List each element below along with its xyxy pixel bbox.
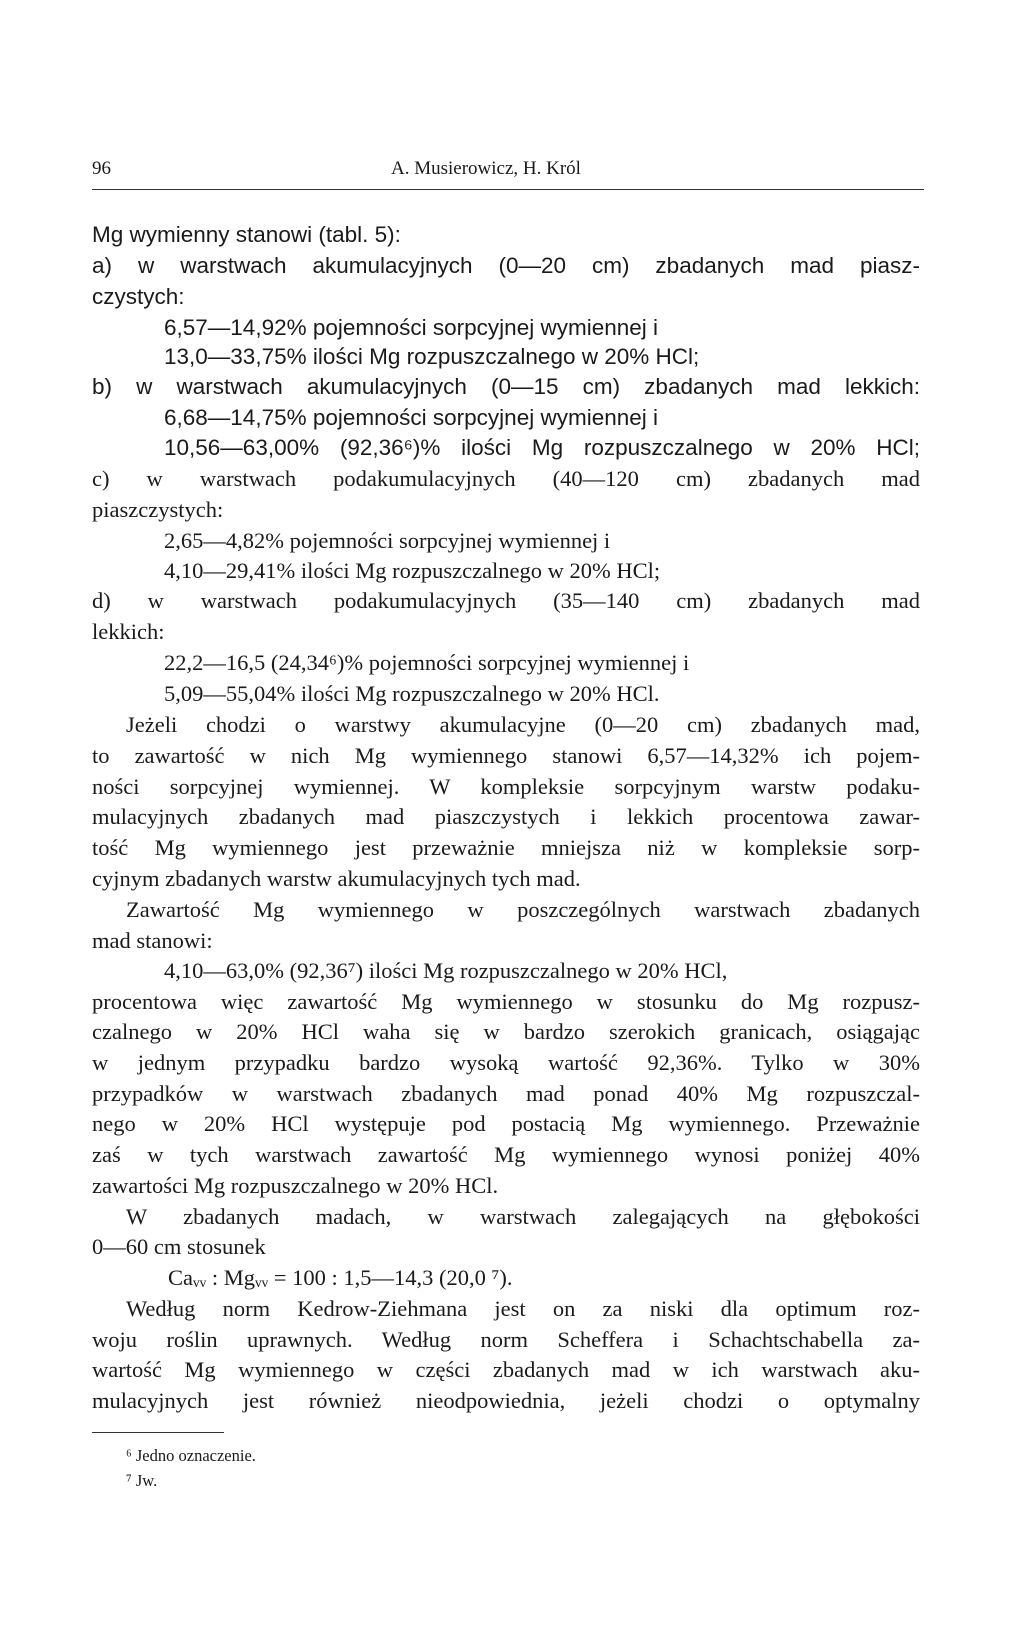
footnote: ⁷ Jw.: [126, 1471, 158, 1490]
text-line: 4,10—29,41% ilości Mg rozpuszczalnego w 20% HCl;: [164, 558, 661, 583]
text-line: piaszczystych:: [92, 497, 224, 522]
text-line: w jednym przypadku bardzo wysoką wartość 92,36%. Tylko w 30%: [92, 1050, 920, 1075]
text-line: zaś w tych warstwach zawartość Mg wymiennego wynosi poniżej 40%: [92, 1142, 920, 1167]
text-line: b) w warstwach akumulacyjnych (0—15 cm) zbadanych mad lekkich:: [92, 374, 920, 399]
text-line: czystych:: [92, 284, 185, 309]
text-line: procentowa więc zawartość Mg wymiennego w stosunku do Mg rozpusz-: [92, 989, 920, 1014]
text-line: mulacyjnych zbadanych mad piaszczystych i lekkich procentowa zawar-: [92, 804, 920, 829]
text-line: nego w 20% HCl występuje pod postacią Mg wymiennego. Przeważnie: [92, 1111, 920, 1136]
text-line: mad stanowi:: [92, 928, 213, 953]
footnote-rule: [92, 1432, 224, 1433]
text-line: czalnego w 20% HCl waha się w bardzo szerokich granicach, osiągając: [92, 1019, 920, 1044]
text-line: d) w warstwach podakumulacyjnych (35—140 cm) zbadanych mad: [92, 588, 920, 613]
text-line: 6,57—14,92% pojemności sorpcyjnej wymiennej i: [164, 315, 659, 340]
text-line: to zawartość w nich Mg wymiennego stanowi 6,57—14,32% ich pojem-: [92, 743, 920, 768]
text-line: Zawartość Mg wymiennego w poszczególnych warstwach zbadanych: [126, 897, 920, 922]
footnote: ⁶ Jedno oznaczenie.: [126, 1446, 256, 1465]
text-line: 0—60 cm stosunek: [92, 1234, 266, 1259]
text-line: 13,0—33,75% ilości Mg rozpuszczalnego w 20% HCl;: [164, 344, 700, 369]
text-line: 22,2—16,5 (24,34⁶)% pojemności sorpcyjnej wymiennej i: [164, 650, 690, 675]
text-line: Jeżeli chodzi o warstwy akumulacyjne (0—20 cm) zbadanych mad,: [126, 712, 920, 737]
text-line: lekkich:: [92, 619, 165, 644]
text-line: 10,56—63,00% (92,36⁶)% ilości Mg rozpuszczalnego w 20% HCl;: [164, 435, 920, 460]
page-number: 96: [92, 158, 111, 179]
text-line: c) w warstwach podakumulacyjnych (40—120 cm) zbadanych mad: [92, 466, 920, 491]
text-line: Według norm Kedrow-Ziehmana jest on za niski dla optimum roz-: [126, 1296, 920, 1321]
text-line: 6,68—14,75% pojemności sorpcyjnej wymiennej i: [164, 405, 659, 430]
header-rule: [92, 189, 924, 190]
text-line: woju roślin uprawnych. Według norm Scheffera i Schachtschabella za-: [92, 1327, 920, 1352]
text-line: zawartości Mg rozpuszczalnego w 20% HCl.: [92, 1173, 499, 1198]
text-line: mulacyjnych jest również nieodpowiednia, jeżeli chodzi o optymalny: [92, 1388, 920, 1413]
text-line: wartość Mg wymiennego w części zbadanych mad w ich warstwach aku-: [92, 1357, 920, 1382]
text-line: Mg wymienny stanowi (tabl. 5):: [92, 222, 401, 247]
text-line: ności sorpcyjnej wymiennej. W kompleksie sorpcyjnym warstw podaku-: [92, 774, 920, 799]
text-line: a) w warstwach akumulacyjnych (0—20 cm) zbadanych mad piasz-: [92, 253, 920, 278]
text-line: 5,09—55,04% ilości Mg rozpuszczalnego w 20% HCl.: [164, 681, 660, 706]
text-line: cyjnym zbadanych warstw akumulacyjnych tych mad.: [92, 866, 581, 891]
text-line: W zbadanych madach, w warstwach zalegających na głębokości: [126, 1204, 920, 1229]
text-line: Caᵥᵥ : Mgᵥᵥ = 100 : 1,5—14,3 (20,0 ⁷).: [168, 1265, 513, 1290]
text-line: przypadków w warstwach zbadanych mad ponad 40% Mg rozpuszczal-: [92, 1081, 920, 1106]
text-line: tość Mg wymiennego jest przeważnie mniejsza niż w kompleksie sorp-: [92, 835, 920, 860]
text-line: 2,65—4,82% pojemności sorpcyjnej wymiennej i: [164, 528, 611, 553]
text-line: 4,10—63,0% (92,36⁷) ilości Mg rozpuszczalnego w 20% HCl,: [164, 958, 728, 983]
running-title: A. Musierowicz, H. Król: [391, 158, 581, 179]
